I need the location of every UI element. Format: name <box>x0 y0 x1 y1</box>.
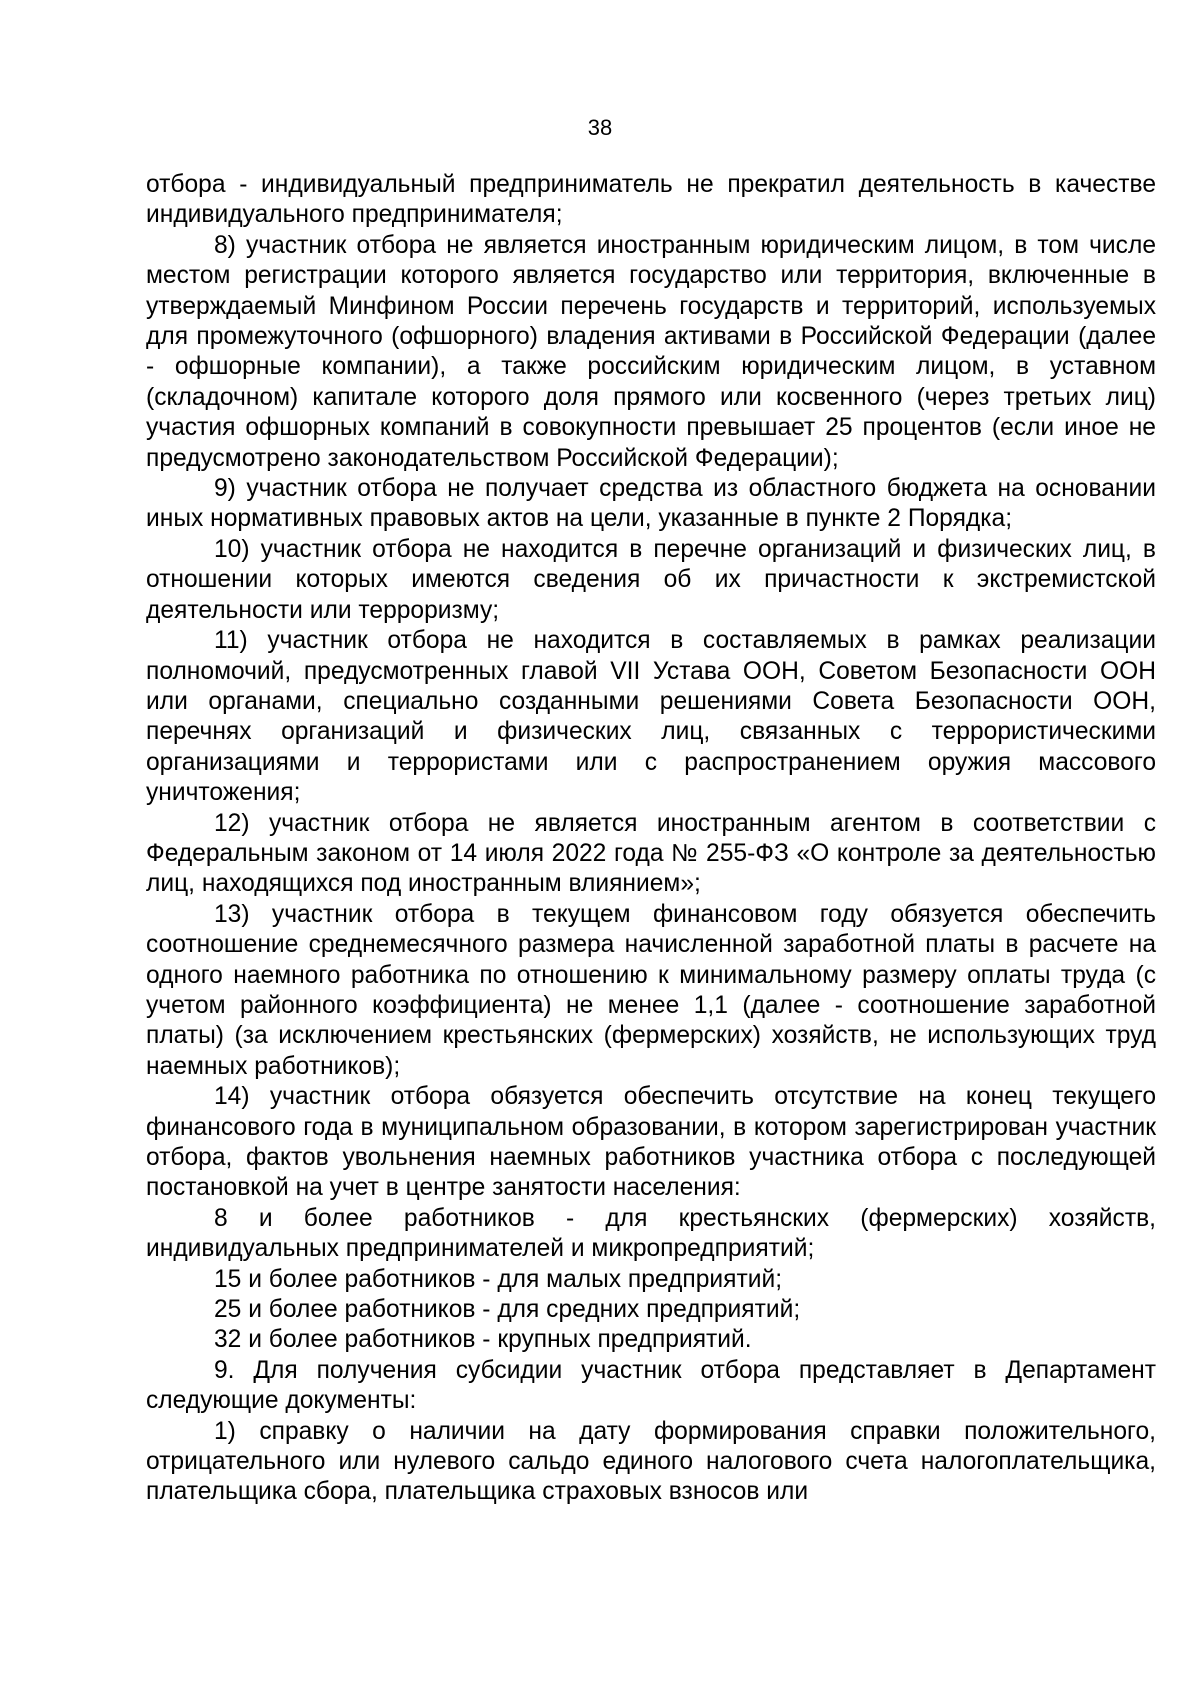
paragraph-item-14: 14) участник отбора обязуется обеспечить отсутствие на конец текущего финансового года в муниципальном образовании, в котором зарегистрирован участник отбора, фактов увольнения наемных работников участника отбора с последующей постановкой на учет в центре занятости населения: <box>146 1083 1156 1202</box>
paragraph-item-8: 8) участник отбора не является иностранным юридическим лицом, в том числе местом регистрации которого является государство или территория, включенные в утверждаемый Минфином России перечень государств и территорий, используемых для промежуточного (офшорного) владения активами в Российской Федерации (далее - офшорные компании), а также российским юридическим лицом, в уставном (складочном) капитале которого доля прямого или косвенного (через третьих лиц) участия офшорных компаний в совокупности превышает 25 процентов (если иное не предусмотрено законодательством Российской Федерации); <box>146 231 1156 472</box>
paragraph-item-12: 12) участник отбора не является иностранным агентом в соответствии с Федеральным законом от 14 июля 2022 года № 255-ФЗ «О контроле за деятельностью лиц, находящихся под иностранным влиянием»; <box>146 809 1156 898</box>
paragraph-threshold-micro: 8 и более работников - для крестьянских (фермерских) хозяйств, индивидуальных предпринимателей и микропредприятий; <box>146 1204 1156 1263</box>
paragraph-threshold-small: 15 и более работников - для малых предприятий; <box>214 1265 783 1293</box>
page-number: 38 <box>587 115 613 140</box>
paragraph-item-13: 13) участник отбора в текущем финансовом году обязуется обеспечить соотношение среднемесячного размера начисленной заработной платы в расчете на одного наемного работника по отношению к минимальному размеру оплаты труда (с учетом районного коэффициента) не менее 1,1 (далее - соотношение заработной платы) (за исключением крестьянских (фермерских) хозяйств, не использующих труд наемных работников); <box>146 900 1156 1080</box>
paragraph-item-10: 10) участник отбора не находится в перечне организаций и физических лиц, в отношении которых имеются сведения об их причастности к экстремистской деятельности или терроризму; <box>146 535 1156 624</box>
paragraph-section-9-item-1: 1) справку о наличии на дату формирования справки положительного, отрицательного или нулевого сальдо единого налогового счета налогоплательщика, плательщика сбора, плательщика страховых взносов или <box>146 1417 1156 1506</box>
document-body <box>146 170 1156 1508</box>
paragraph-item-9: 9) участник отбора не получает средства из областного бюджета на основании иных нормативных правовых актов на цели, указанные в пункте 2 Порядка; <box>146 475 1156 533</box>
paragraph-continuation: отбора - индивидуальный предприниматель не прекратил деятельность в качестве индивидуального предпринимателя; <box>146 171 1156 229</box>
paragraph-section-9: 9. Для получения субсидии участник отбора представляет в Департамент следующие документы: <box>146 1356 1156 1415</box>
paragraph-threshold-large: 32 и более работников - крупных предприятий. <box>214 1326 752 1354</box>
paragraph-threshold-medium: 25 и более работников - для средних предприятий; <box>214 1296 801 1324</box>
paragraph-item-11: 11) участник отбора не находится в составляемых в рамках реализации полномочий, предусмотренных главой VII Устава ООН, Советом Безопасности ООН или органами, специально созданными решениями Совета Безопасности ООН, перечнях организаций и физических лиц, связанных с террористическими организациями и террористами или с распространением оружия массового уничтожения; <box>146 627 1156 807</box>
